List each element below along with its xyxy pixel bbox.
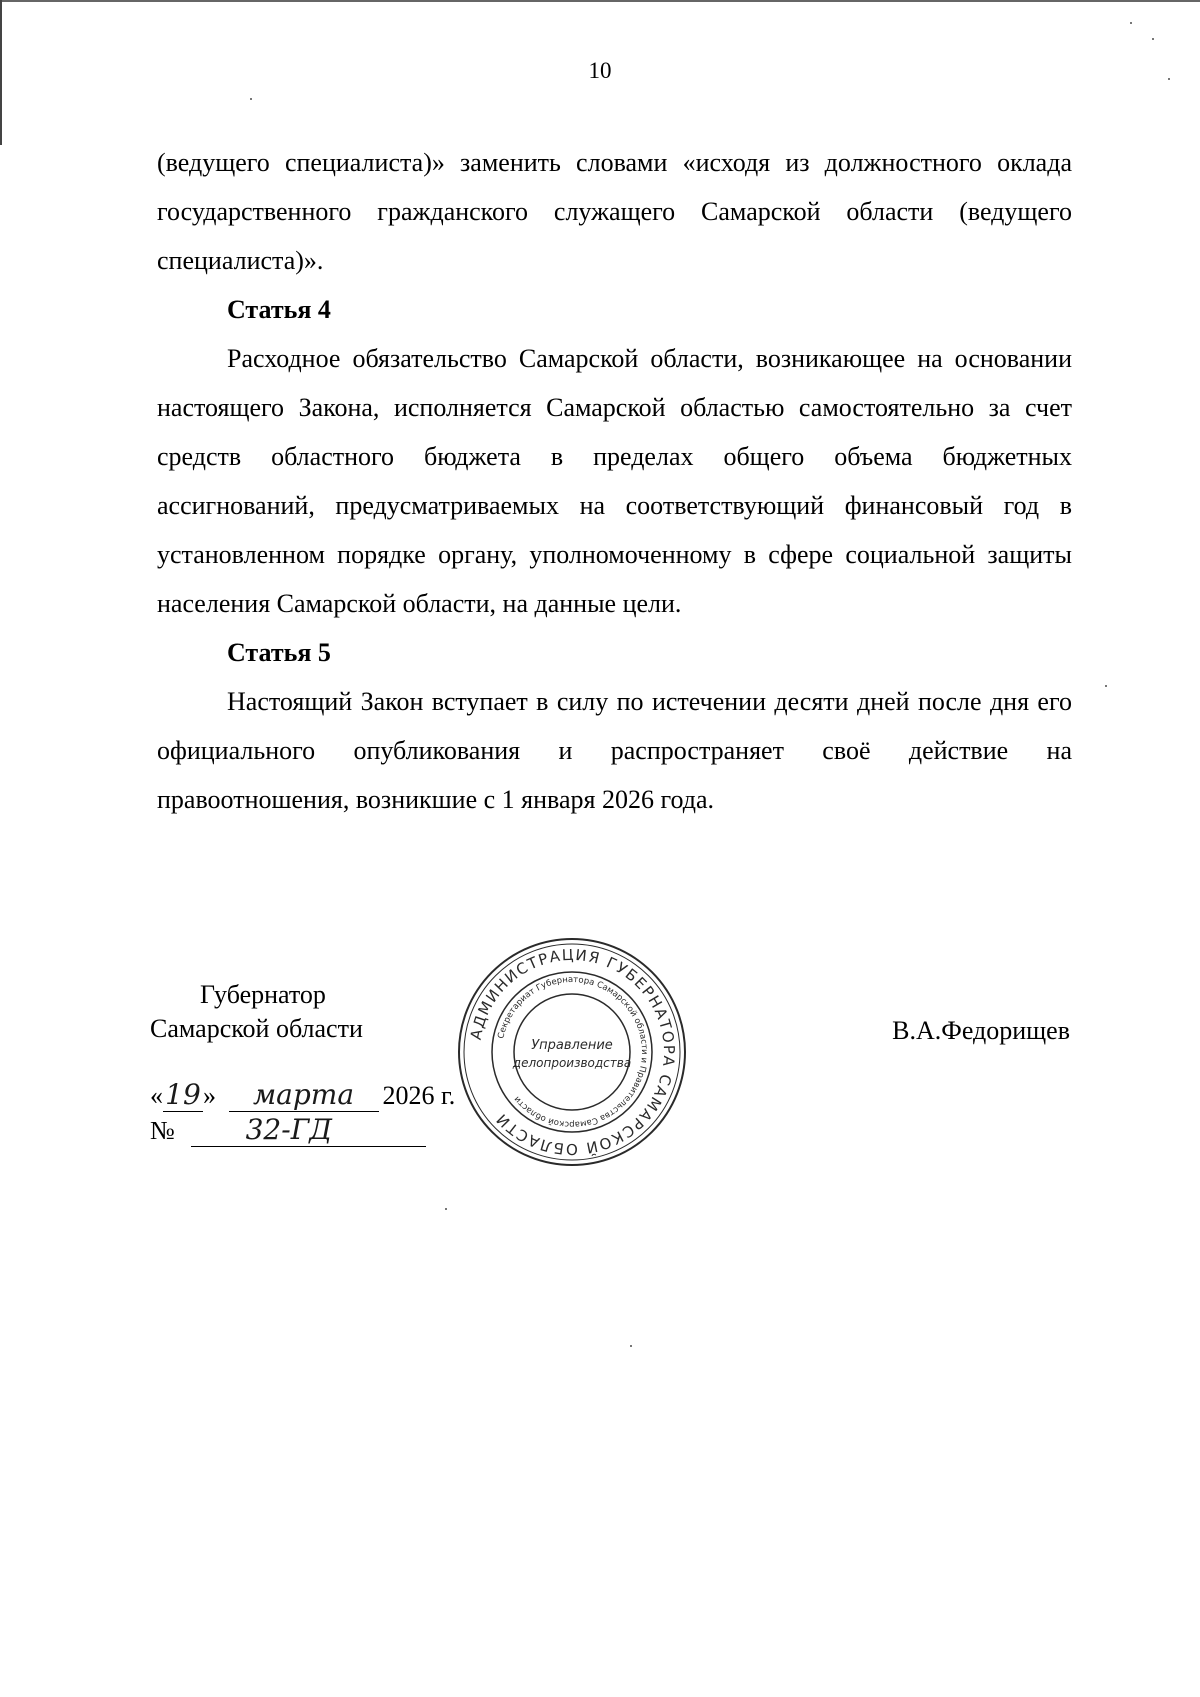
- scan-speck: [445, 1208, 447, 1210]
- article-5-heading: Статья 5: [227, 638, 331, 667]
- scan-speck: [1168, 78, 1170, 80]
- official-seal: [456, 936, 688, 1168]
- signatory-title: [150, 978, 363, 1046]
- article-5-text: Настоящий Закон вступает в силу по истечении десяти дней после дня его официального опубликования и распространяет своё действие на правоотношения, возникшие с 1 января 2026 года.: [157, 687, 1072, 814]
- date-month-handwritten: марта: [252, 1078, 355, 1111]
- scan-speck: [630, 1345, 632, 1347]
- seal-center-line1: Управление: [531, 1038, 613, 1053]
- page-number: 10: [588, 58, 612, 83]
- date-open-quote: «: [150, 1081, 163, 1110]
- paragraph-continuation: (ведущего специалиста)» заменить словами «исходя из должностного оклада государственного гражданского служащего Самарской области (ведущего специалиста)».: [157, 148, 1072, 275]
- article-4-heading: Статья 4: [227, 295, 331, 324]
- seal-center-line2: делопроизводства: [512, 1056, 632, 1070]
- law-number: [150, 1115, 426, 1147]
- signatory-title-line1: Губернатор: [200, 980, 326, 1009]
- signing-date: [150, 1080, 455, 1112]
- scan-speck: [1105, 685, 1107, 687]
- article-4-text: Расходное обязательство Самарской области, возникающее на основании настоящего Закона, исполняется Самарской областью самостоятельно за счет средств областного бюджета в пределах общего объема бюджетных ассигнований, предусматриваемых на соответствующий финансовый год в установленном порядке органу, уполномоченному в сфере социальной защиты населения Самарской области, на данные цели.: [157, 344, 1072, 618]
- number-sign: №: [150, 1116, 175, 1145]
- scan-speck: [250, 98, 252, 100]
- scan-edge-top: [0, 0, 1200, 2]
- date-close-quote: »: [203, 1081, 216, 1110]
- scan-speck: [1152, 38, 1154, 40]
- date-day-handwritten: 19: [165, 1078, 201, 1111]
- date-year: 2026 г.: [382, 1081, 456, 1110]
- scan-speck: [1130, 22, 1132, 24]
- signatory-title-line2: Самарской области: [150, 1014, 363, 1043]
- seal-inner-text: Секретариат Губернатора Самарской области и Правительства Самарской области: [496, 974, 650, 1130]
- signatory-name: В.А.Федорищев: [892, 1016, 1070, 1045]
- document-body: [157, 138, 1072, 824]
- law-number-handwritten: 32-ГД: [245, 1113, 333, 1146]
- seal-outer-text: АДМИНИСТРАЦИЯ ГУБЕРНАТОРА САМАРСКОЙ ОБЛАСТИ: [466, 945, 679, 1159]
